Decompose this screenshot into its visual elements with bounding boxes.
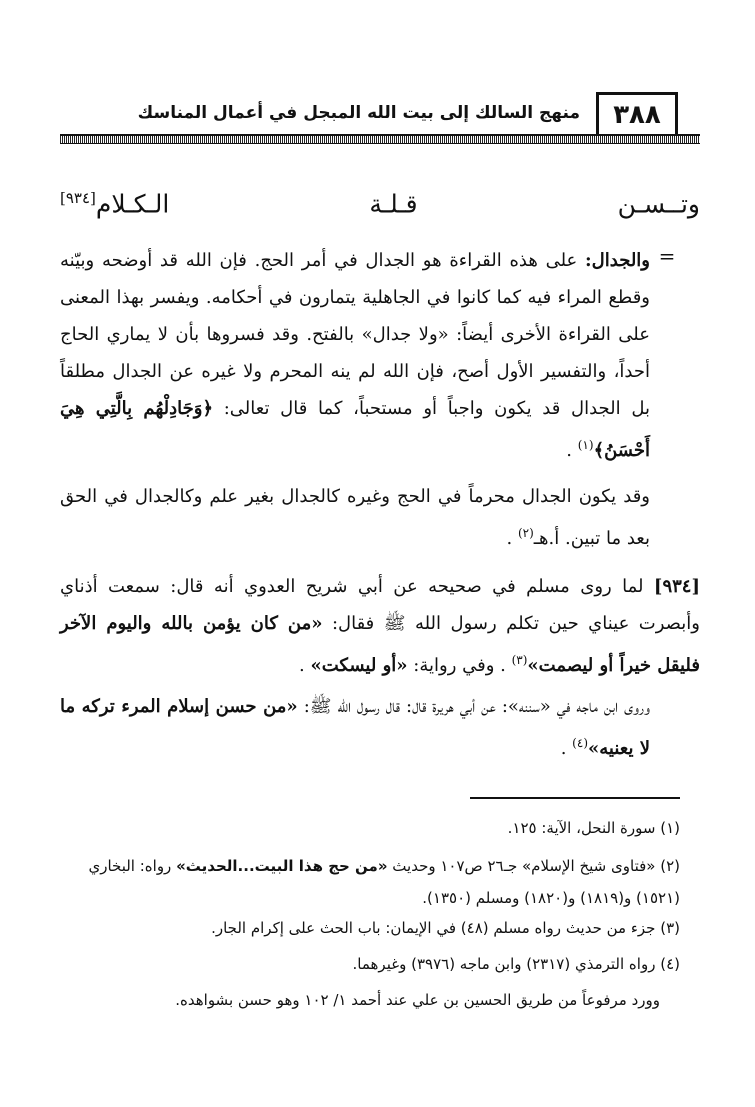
paragraph-end: . [560,738,567,759]
footnote-2-part-a: (٢) «فتاوى شيخ الإسلام» جـ٢٦ ص١٠٧ وحديث [392,857,680,875]
paragraph-934 [60,568,700,680]
hadith-quote: «من حسن إسلام المرء تركه ما لا يعنيه» [60,696,650,759]
paragraph-text: وروى ابن ماجه في «سننه»: عن أبي هريرة قال: قال رسول الله ﷺ: [303,696,650,717]
paragraph-text: على هذه القراءة هو الجدال في أمر الحج. فإن الله قد أوضحه وبيّنه وقطع المراء فيه كما كانوا في الجاهلية يتمارون في أحكامه. ويفسر بهذا المعنى على القراءة الأخرى أيضاً: «ولا جدال» بالفتح. وقد فسروها بأن لا يماري الحاج أحداً، والتفسير الأول أصح، فإن الله لم ينه المحرم ولا غيره عن الجدال مطلقاً بل الجدال قد يكون واجباً أو مستحباً، كما قال تعالى: [60,250,650,419]
paragraph-end: . [566,440,572,461]
footnote-2-hadith: «من حج هذا البيت...الحديث» [176,857,388,875]
section-heading [60,178,700,224]
paragraph-text: لما روى مسلم في صحيحه عن أبي شريح العدوي أنه قال: سمعت أذناي وأبصرت عيناي حين تكلم رسول الله ﷺ فقال: [60,576,700,634]
footnote-ref-4: (٤) [572,736,588,750]
paragraph-forbidden-jidal [60,478,650,556]
footnote-2 [60,850,680,916]
footnote-separator [470,797,680,799]
paragraph-end: . [299,655,305,676]
footnote-ref-1: (١) [577,438,594,452]
hadith-quote: «من كان يؤمن بالله واليوم الآخر فليقل خيراً أو ليصمت» [60,613,700,676]
quran-quote: ﴿وَجَادِلْهُم بِالَّتِي هِيَ أَحْسَنُ﴾ [60,398,650,461]
section-heading-ref: [٩٣٤] [60,189,96,207]
paragraph-mid: . وفي رواية: [413,655,506,676]
section-heading-text: وتــسـن قـلـة الـكـلام [95,189,700,219]
note-number: [٩٣٤] [653,576,700,597]
footnote-4: (٤) رواه الترمذي (٢٣١٧) وابن ماجه (٣٩٧٦) وغيرهما. [352,955,680,973]
paragraph-jidal [60,242,650,464]
paragraph-end: . [506,528,513,549]
running-header-title: منهج السالك إلى بيت الله المبجل في أعمال المناسك [137,103,580,123]
page-number: ٣٨٨ [596,92,678,136]
continuation-dash: = [658,244,676,268]
paragraph-text: وقد يكون الجدال محرماً في الحج وغيره كالجدال بغير علم وكالجدال في الحق بعد ما تبين. أ.هـ [60,486,650,549]
footnote-2-part-c: رواه: البخاري (١٥٢١) و(١٨١٩) و(١٨٢٠) ومسلم (١٣٥٠). [88,857,680,907]
footnote-4-continuation: وورد مرفوعاً من طريق الحسين بن علي عند أحمد ١/ ١٠٢ وهو حسن بشواهده. [175,991,660,1009]
paragraph-ibn-majah [60,688,650,768]
paragraph-lead: والجدال: [585,250,650,271]
footnote-3: (٣) جزء من حديث رواه مسلم (٤٨) في الإيمان: باب الحث على إكرام الجار. [211,919,680,937]
hadith-quote-alt: «أو ليسكت» [310,655,408,676]
footnote-1: (١) سورة النحل، الآية: ١٢٥. [507,819,680,837]
footnote-ref-2: (٢) [517,526,534,540]
footnote-ref-3: (٣) [511,653,528,667]
header-rule [60,134,700,144]
